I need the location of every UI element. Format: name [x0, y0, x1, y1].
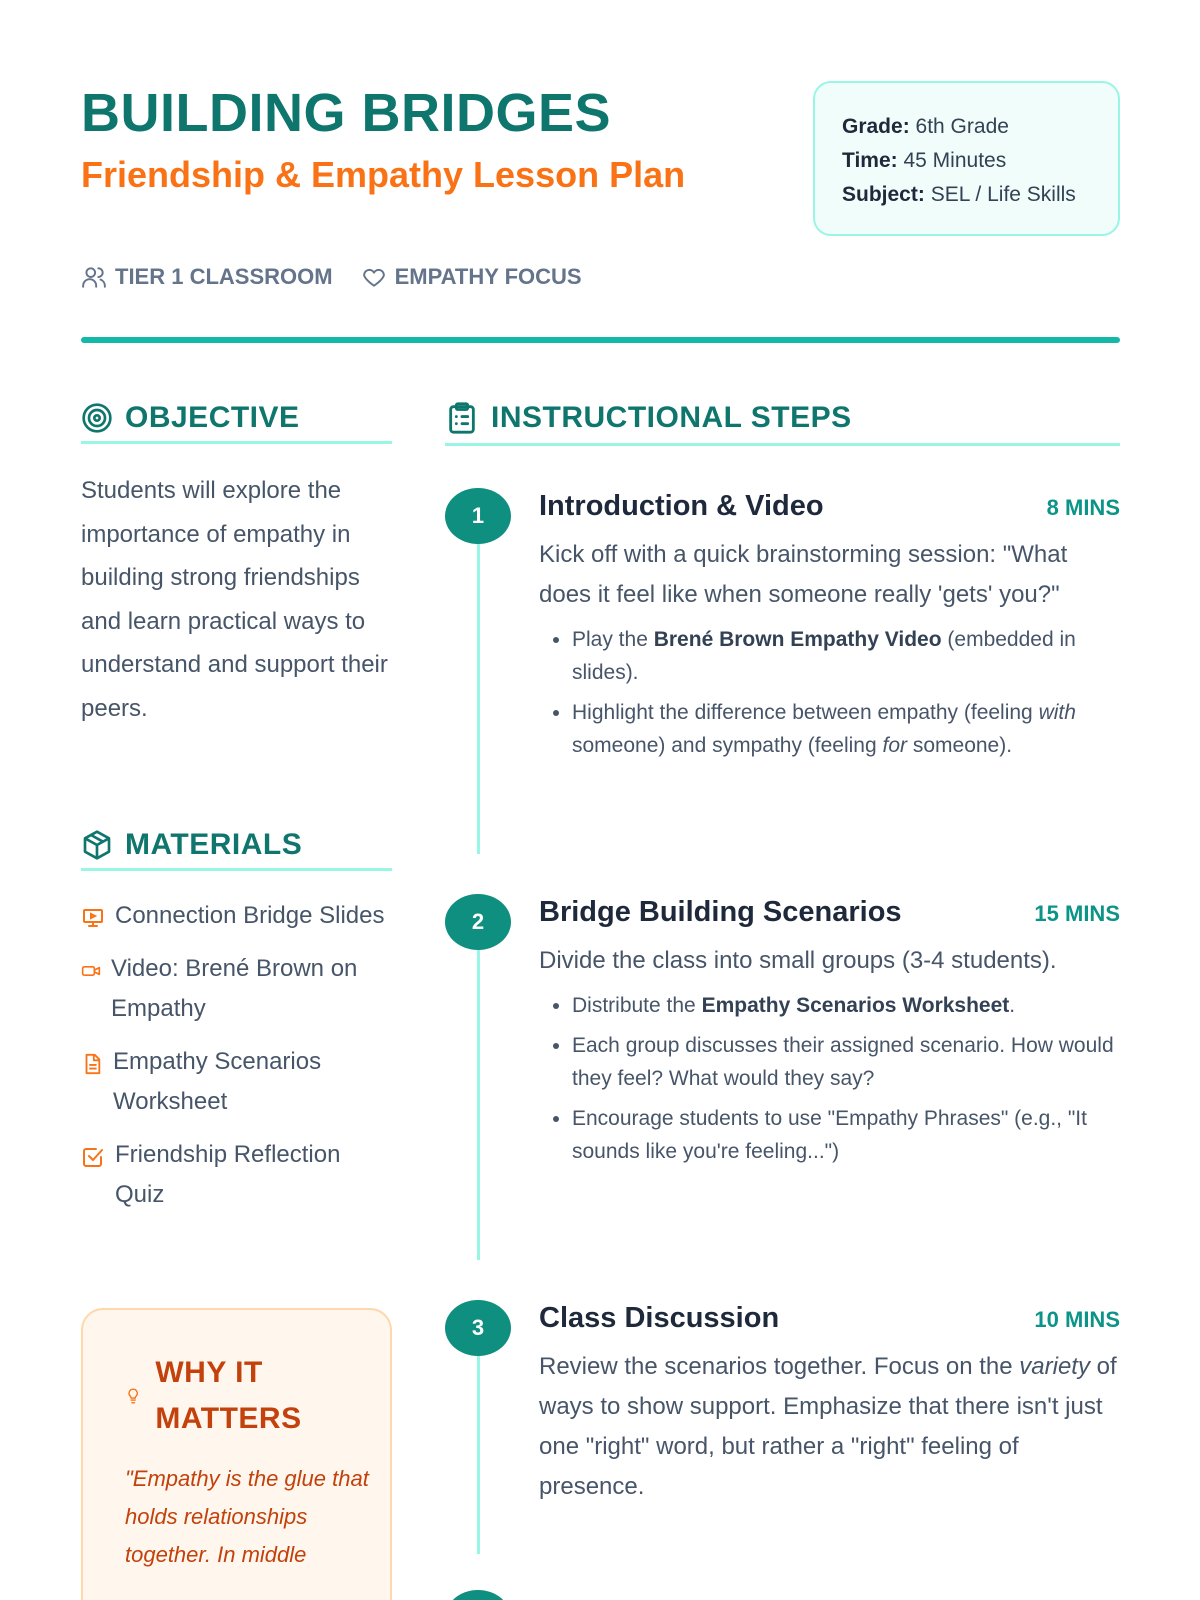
tag-classroom — [81, 264, 333, 290]
video-icon — [81, 959, 101, 983]
step-duration: 8 MINS — [1046, 495, 1120, 520]
timeline-connector — [477, 540, 480, 854]
timeline-connector — [477, 1352, 480, 1554]
step-title: Introduction & Video — [539, 490, 824, 522]
page-subtitle: Friendship & Empathy Lesson Plan — [81, 154, 686, 195]
materials-heading — [81, 828, 392, 871]
step-card — [539, 896, 1120, 1175]
info-grade-value: 6th Grade — [915, 115, 1009, 138]
timeline-connector — [477, 946, 480, 1260]
step-title: Bridge Building Scenarios — [539, 896, 902, 928]
objective-heading — [81, 401, 392, 444]
steps-heading-label: INSTRUCTIONAL STEPS — [491, 401, 852, 434]
header-divider — [81, 337, 1120, 343]
info-grade-label: Grade: — [842, 115, 910, 138]
step-duration: 10 MINS — [1034, 1307, 1120, 1332]
step-description: Review the scenarios together. Focus on the variety of ways to show support. Emphasize that there isn't just one "right" word, but rather a "right" feeling of presence. — [539, 1353, 1117, 1500]
step-description: Kick off with a quick brainstorming session: "What does it feel like when someone really 'gets' you?" — [539, 541, 1068, 608]
tag-focus-label: EMPATHY FOCUS — [394, 264, 582, 289]
material-item-label: Video: Brené Brown on Empathy — [111, 955, 358, 1022]
package-icon — [81, 829, 113, 861]
page-title: BUILDING BRIDGES — [81, 83, 612, 143]
why-it-matters-header — [125, 1350, 370, 1442]
lightbulb-icon — [125, 1383, 141, 1409]
info-subject-label: Subject: — [842, 183, 925, 206]
users-icon — [81, 264, 107, 290]
material-item — [81, 1042, 392, 1122]
step-description: Divide the class into small groups (3-4 students). — [539, 947, 1057, 974]
step-duration: 15 MINS — [1034, 901, 1120, 926]
material-item — [81, 949, 392, 1029]
materials-list — [81, 896, 392, 1228]
info-subject-value: SEL / Life Skills — [930, 183, 1076, 206]
step-number-badge: 3 — [445, 1300, 511, 1356]
target-icon — [81, 402, 113, 434]
info-grade — [842, 110, 1118, 144]
clipboard-list-icon — [445, 399, 479, 437]
tag-focus — [361, 264, 582, 290]
step-bullets — [539, 623, 1120, 762]
material-item-label: Connection Bridge Slides — [115, 902, 385, 929]
step-header — [539, 896, 1120, 929]
step-bullets — [539, 989, 1120, 1168]
step-bullet: • Encourage students to use "Empathy Phrases" (e.g., "It sounds like you're feeling...") — [572, 1102, 1120, 1168]
document-icon — [81, 1052, 103, 1076]
material-item — [81, 896, 392, 936]
why-it-matters-title: WHY IT MATTERS — [155, 1356, 302, 1435]
info-time-label: Time: — [842, 149, 898, 172]
why-it-matters-quote: "Empathy is the glue that holds relationships together. In middle — [125, 1466, 369, 1567]
step-header — [539, 490, 1120, 523]
step-number-badge — [445, 1590, 511, 1600]
step-bullet: • Each group discusses their assigned scenario. How would they feel? What would they say? — [572, 1029, 1120, 1095]
step-bullet: • Distribute the Empathy Scenarios Worksheet. — [572, 989, 1120, 1022]
info-time-value: 45 Minutes — [903, 149, 1007, 172]
checkbox-icon — [81, 1145, 105, 1169]
step-bullet: • Highlight the difference between empathy (feeling with someone) and sympathy (feeling for someone). — [572, 696, 1120, 762]
info-subject — [842, 178, 1118, 212]
info-time — [842, 144, 1118, 178]
objective-heading-label: OBJECTIVE — [125, 401, 300, 434]
tag-classroom-label: TIER 1 CLASSROOM — [115, 264, 333, 289]
step-header — [539, 1302, 1120, 1335]
lesson-info-box — [813, 81, 1120, 236]
presentation-icon — [81, 906, 105, 930]
material-item-label: Empathy Scenarios Worksheet — [113, 1048, 322, 1115]
heart-icon — [361, 264, 387, 290]
why-it-matters-card — [81, 1308, 392, 1600]
objective-text: Students will explore the importance of empathy in building strong friendships and learn practical ways to understand and support their peers. — [81, 477, 388, 722]
tag-row — [81, 264, 610, 290]
step-card — [539, 490, 1120, 769]
material-item-label: Friendship Reflection Quiz — [115, 1141, 341, 1208]
steps-heading — [445, 399, 1120, 446]
material-item — [81, 1135, 392, 1215]
step-card — [539, 1302, 1120, 1507]
step-title: Class Discussion — [539, 1302, 780, 1334]
step-number-badge: 1 — [445, 488, 511, 544]
materials-heading-label: MATERIALS — [125, 828, 303, 861]
step-number-badge: 2 — [445, 894, 511, 950]
lesson-plan-page — [81, 0, 1120, 1600]
step-bullet: • Play the Brené Brown Empathy Video (embedded in slides). — [572, 623, 1120, 689]
